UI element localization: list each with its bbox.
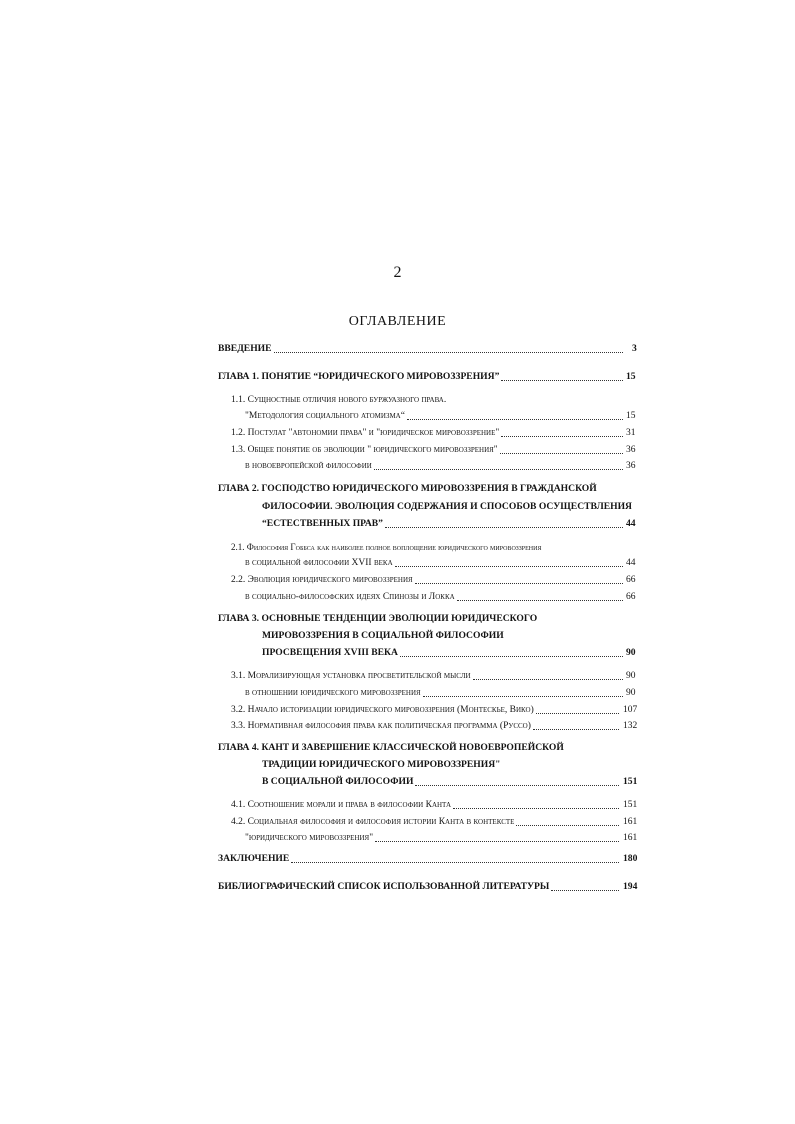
dot-leader	[453, 808, 619, 809]
toc-entry-2-2[interactable]	[0, 574, 795, 586]
toc-entry-4-2-cont[interactable]	[0, 832, 795, 844]
toc-entry-label: ВВЕДЕНИЕ	[218, 343, 272, 354]
toc-entry-page: 44	[626, 518, 636, 529]
dot-leader	[274, 352, 623, 353]
toc-entry-page: 151	[623, 776, 638, 787]
toc-entry-2-1-cont[interactable]	[0, 557, 795, 569]
toc-entry-page: 66	[626, 592, 636, 602]
dot-leader	[551, 890, 619, 891]
toc-entry-chapter-3[interactable]	[0, 613, 795, 625]
dot-leader	[533, 729, 619, 730]
toc-entry-label: ГЛАВА 2. ГОСПОДСТВО ЮРИДИЧЕСКОГО МИРОВОЗЗРЕНИЯ В ГРАЖДАНСКОЙ	[218, 483, 597, 494]
dot-leader	[473, 679, 623, 680]
toc-entry-page: 151	[623, 800, 638, 810]
toc-entry-label: 4.1. Соотношение морали и права в философии Канта	[231, 800, 452, 810]
toc-entry-page: 36	[626, 445, 636, 455]
toc-entry-page: 161	[623, 817, 638, 827]
toc-entry-page: 44	[626, 558, 636, 568]
dot-leader	[457, 600, 623, 601]
toc-entry-label: ФИЛОСОФИИ. ЭВОЛЮЦИЯ СОДЕРЖАНИЯ И СПОСОБОВ ОСУЩЕСТВЛЕНИЯ	[262, 501, 632, 512]
dot-leader	[385, 527, 623, 528]
dot-leader	[400, 656, 623, 657]
toc-entry-label: 3.3. Нормативная философия права как политическая программа (Руссо)	[231, 721, 531, 731]
dot-leader	[536, 713, 619, 714]
toc-entry-page: 132	[623, 721, 638, 731]
toc-entry-3-3[interactable]	[0, 720, 795, 732]
toc-entry-label: 1.1. Сущностные отличия нового буржуазного права.	[231, 395, 447, 405]
dot-leader	[415, 785, 619, 786]
dot-leader	[375, 841, 619, 842]
toc-entry-page: 90	[626, 671, 636, 681]
toc-entry-page: 15	[626, 371, 636, 382]
toc-entry-chapter-3-end[interactable]	[0, 647, 795, 659]
toc-entry-1-2[interactable]	[0, 427, 795, 439]
dot-leader	[516, 825, 619, 826]
toc-entry-1-1[interactable]	[0, 394, 795, 406]
toc-entry-label: 2.1. Философия Гоббса как наиболее полное воплощение юридического мировоззрения	[231, 542, 542, 552]
toc-entry-page: 194	[623, 881, 638, 892]
toc-entry-label: ГЛАВА 3. ОСНОВНЫЕ ТЕНДЕНЦИИ ЭВОЛЮЦИИ ЮРИДИЧЕСКОГО	[218, 613, 538, 624]
toc-entry-page: 90	[626, 688, 636, 698]
toc-entry-chapter-2-cont[interactable]	[0, 501, 795, 513]
toc-entry-label: ГЛАВА 1. ПОНЯТИЕ “ЮРИДИЧЕСКОГО МИРОВОЗЗРЕНИЯ”	[218, 371, 500, 382]
toc-entry-chapter-2-end[interactable]	[0, 518, 795, 530]
dot-leader	[423, 696, 623, 697]
toc-entry-page: 90	[626, 647, 636, 658]
toc-entry-label: 1.3. Общее понятие об эволюции " юридического мировоззрения"	[231, 445, 498, 455]
toc-entry-label: "юридического мировоззрения"	[245, 833, 374, 843]
toc-entry-label: ЗАКЛЮЧЕНИЕ	[218, 853, 290, 864]
toc-entry-page: 180	[623, 853, 638, 864]
toc-entry-chapter-1[interactable]	[0, 371, 795, 383]
toc-entry-4-1[interactable]	[0, 799, 795, 811]
toc-entry-chapter-3-cont[interactable]	[0, 630, 795, 642]
toc-title: ОГЛАВЛЕНИЕ	[348, 314, 447, 329]
toc-entry-1-1-cont[interactable]	[0, 410, 795, 422]
toc-entry-label: ГЛАВА 4. КАНТ И ЗАВЕРШЕНИЕ КЛАССИЧЕСКОЙ НОВОЕВРОПЕЙСКОЙ	[218, 742, 564, 753]
toc-entry-label: в социальной философии XVII века	[245, 558, 393, 568]
toc-entry-label: МИРОВОЗЗРЕНИЯ В СОЦИАЛЬНОЙ ФИЛОСОФИИ	[262, 630, 504, 641]
toc-entry-conclusion[interactable]	[0, 853, 795, 865]
toc-entry-chapter-4-cont[interactable]	[0, 759, 795, 771]
toc-entry-2-2-cont[interactable]	[0, 591, 795, 603]
toc-entry-page: 36	[626, 461, 636, 471]
toc-entry-1-3[interactable]	[0, 444, 795, 456]
toc-entry-label: ТРАДИЦИИ ЮРИДИЧЕСКОГО МИРОВОЗЗРЕНИЯ"	[262, 759, 501, 770]
toc-entry-label: 4.2. Социальная философия и философия истории Канта в контексте	[231, 817, 515, 827]
toc-entry-label: в отношении юридического мировоззрения	[245, 688, 421, 698]
toc-entry-label: ПРОСВЕЩЕНИЯ XVIII ВЕКА	[262, 647, 398, 658]
toc-entry-label: "Методология социального атомизма“	[245, 411, 405, 421]
toc-entry-chapter-4-end[interactable]	[0, 776, 795, 788]
toc-entry-page: 66	[626, 575, 636, 585]
dot-leader	[500, 453, 623, 454]
toc-entry-4-2[interactable]	[0, 816, 795, 828]
toc-entry-3-1-cont[interactable]	[0, 687, 795, 699]
toc-entry-page: 3	[632, 343, 637, 354]
toc-entry-label: В СОЦИАЛЬНОЙ ФИЛОСОФИИ	[262, 776, 414, 787]
toc-entry-page: 31	[626, 428, 636, 438]
toc-entry-2-1[interactable]	[0, 541, 795, 553]
toc-entry-label: в новоевропейской философии	[245, 461, 372, 471]
dot-leader	[374, 469, 623, 470]
toc-entry-1-3-cont[interactable]	[0, 460, 795, 472]
toc-entry-page: 161	[623, 833, 638, 843]
toc-entry-chapter-4[interactable]	[0, 742, 795, 754]
toc-entry-page: 15	[626, 411, 636, 421]
toc-entry-3-2[interactable]	[0, 704, 795, 716]
dot-leader	[395, 566, 623, 567]
dot-leader	[501, 436, 623, 437]
dot-leader	[501, 380, 623, 381]
dot-leader	[415, 583, 623, 584]
page-number: 2	[393, 264, 402, 281]
dot-leader	[291, 862, 619, 863]
toc-entry-label: 3.2. Начало историзации юридического мировоззрения (Монтескье, Вико)	[231, 705, 534, 715]
toc-entry-introduction[interactable]	[0, 343, 795, 355]
toc-entry-bibliography[interactable]	[0, 881, 795, 893]
toc-entry-label: 2.2. Эволюция юридического мировоззрения	[231, 575, 413, 585]
toc-entry-label: 3.1. Морализирующая установка просветительской мысли	[231, 671, 471, 681]
toc-entry-label: БИБЛИОГРАФИЧЕСКИЙ СПИСОК ИСПОЛЬЗОВАННОЙ ЛИТЕРАТУРЫ	[218, 881, 550, 892]
toc-entry-page: 107	[623, 705, 638, 715]
toc-entry-label: в социально-философских идеях Спинозы и Локка	[245, 592, 455, 602]
toc-entry-label: “ЕСТЕСТВЕННЫХ ПРАВ”	[262, 518, 383, 529]
toc-entry-chapter-2[interactable]	[0, 483, 795, 495]
toc-entry-3-1[interactable]	[0, 670, 795, 682]
dot-leader	[407, 419, 623, 420]
toc-entry-label: 1.2. Постулат "автономии права" и "юридическое мировоззрение"	[231, 428, 500, 438]
